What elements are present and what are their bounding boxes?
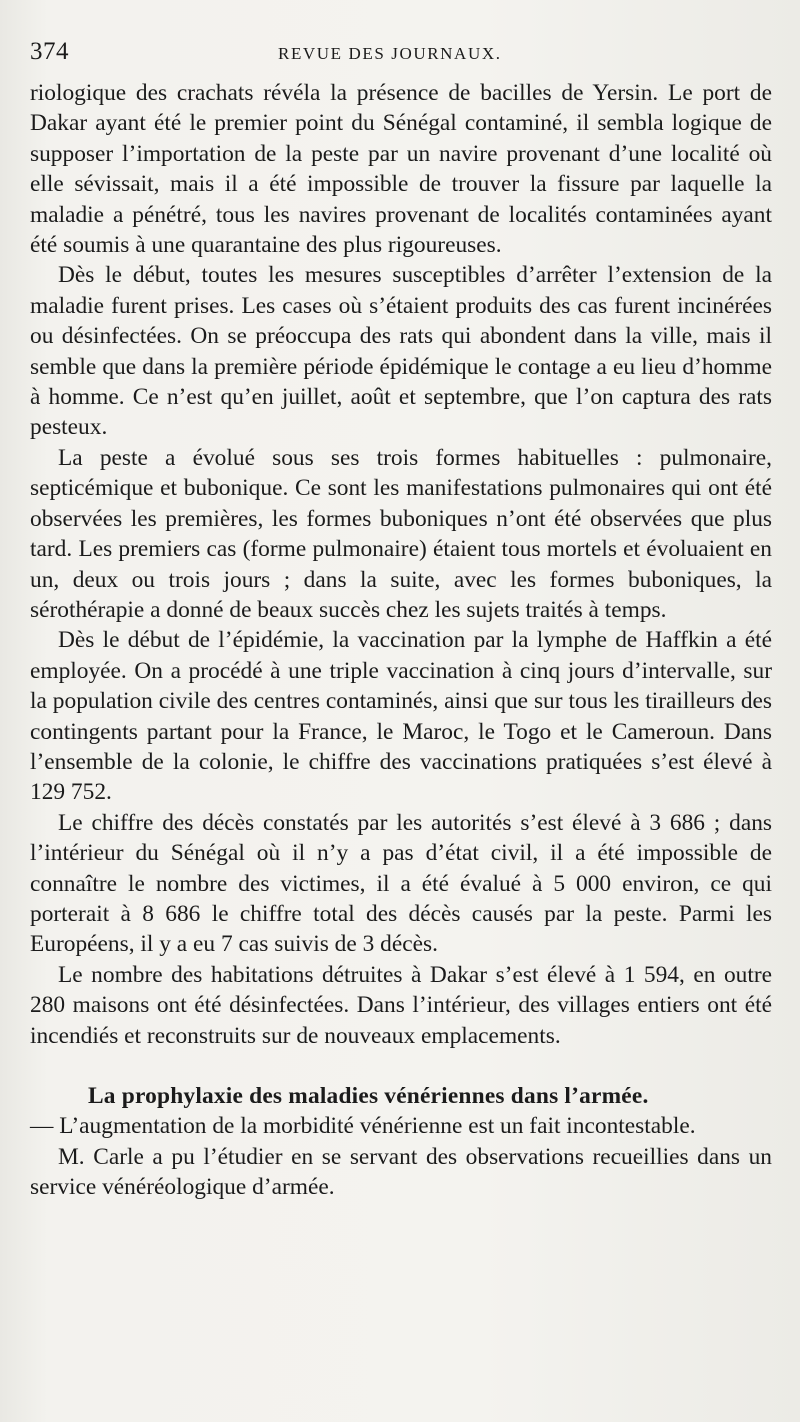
section-heading-paragraph <box>30 1081 772 1142</box>
section-intro: — L’augmentation de la morbidité vénérienne est un fait incontestable. <box>30 1113 696 1140</box>
paragraph-deaths: Le chiffre des décès constatés par les autorités s’est élevé à 3 686 ; dans l’intérieur du Sénégal où il n’y a pas d’état civil, il a été impossible de connaître le nombre des victimes, il a été évalué à 5 000 environ, ce qui porterait à 8 686 le chiffre total des décès causés par la peste. Parmi les Européens, il y a eu 7 cas suivis de 3 décès. <box>30 809 772 958</box>
paragraph-vaccination: Dès le début de l’épidémie, la vaccination par la lymphe de Haffkin a été employée. On a procédé à une triple vaccination à cinq jours d’intervalle, sur la population civile des centres contaminés, ainsi que sur tous les tirailleurs des contingents partant pour la France, le Maroc, le Togo et le Cameroun. Dans l’ensemble de la colonie, le chiffre des vaccinations pratiquées s’est élevé à 129 752. <box>30 627 772 806</box>
section-title: La prophylaxie des maladies vénériennes dans l’armée. <box>88 1083 649 1109</box>
page-number: 374 <box>30 38 69 65</box>
paragraph-dwellings: Le nombre des habitations détruites à Dakar s’est élevé à 1 594, en outre 280 maisons ont été désinfectées. Dans l’intérieur, des villages entiers ont été incendiés et reconstruits sur de nouveaux emplacements. <box>30 961 772 1049</box>
page-header <box>30 38 770 72</box>
running-title: REVUE DES JOURNAUX. <box>278 44 502 63</box>
paragraph-measures: Dès le début, toutes les mesures susceptibles d’arrêter l’extension de la maladie furent prises. Les cases où s’étaient produits des cas furent incinérées ou désinfectées. On se préoccupa des rats qui abondent dans la ville, mais il semble que dans la première période épidémique le contage a eu lieu d’homme à homme. Ce n’est qu’en juillet, août et septembre, que l’on captura des rats pesteux. <box>30 262 772 441</box>
paragraph-forms: La peste a évolué sous ses trois formes habituelles : pulmonaire, septicémique et bubonique. Ce sont les manifestations pulmonaires qui ont été observées les premières, les formes buboniques n’ont été observées que plus tard. Les premiers cas (forme pulmonaire) étaient tous mortels et évoluaient en un, deux ou trois jours ; dans la suite, avec les formes buboniques, la sérothérapie a donné de beaux succès chez les sujets traités à temps. <box>30 444 772 623</box>
paragraph-continuation: riologique des crachats révéla la présence de bacilles de Yersin. Le port de Dakar ayant été le premier point du Sénégal contaminé, il sembla logique de supposer l’importation de la peste par un navire provenant d’une localité où elle sévissait, mais il a été impossible de trouver la fissure par laquelle la maladie a pénétré, tous les navires provenant de localités contaminées ayant été soumis à une quarantaine des plus rigoureuses. <box>30 80 772 259</box>
article-body <box>30 78 772 1203</box>
paragraph-carle: M. Carle a pu l’étudier en se servant des observations recueillies dans un service vénéréologique d’armée. <box>30 1143 772 1201</box>
